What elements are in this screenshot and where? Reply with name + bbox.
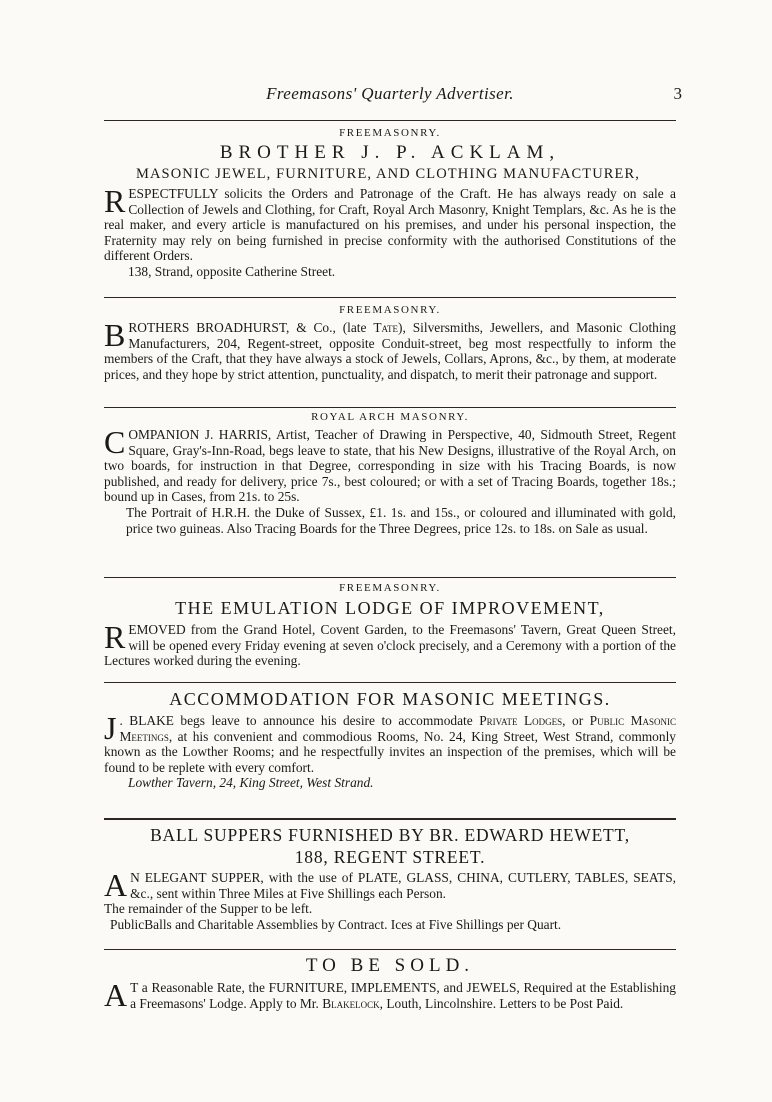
- page-number: 3: [673, 84, 682, 103]
- advert-headline: BALL SUPPERS FURNISHED BY BR. EDWARD HEWETT,: [150, 825, 630, 845]
- advertiser-trade: MASONIC JEWEL, FURNITURE, AND CLOTHING MANUFACTURER,: [135, 166, 641, 182]
- advert-body: A T a Reasonable Rate, the FURNITURE, IMPLEMENTS, and JEWELS, Required at the Establishing a Freemasons' Lodge. Apply to Mr. Blakelock, Louth, Lincolnshire. Letters to be Post Paid.: [104, 977, 676, 1013]
- drop-cap: J: [104, 710, 117, 746]
- advertiser-name: BROTHER J. P. ACKLAM,: [219, 142, 561, 163]
- advert-acklam: [104, 126, 676, 280]
- rule: [104, 407, 676, 408]
- rule: [104, 120, 676, 121]
- advert-body: REMOVED from the Grand Hotel, Covent Garden, to the Freemasons' Tavern, Great Queen Street, will be opened every Friday evening at seven o'clock precisely, and a Ceremony with a portion of the Lectures worked during the evening.: [104, 619, 676, 669]
- advert-emulation-lodge: [104, 581, 676, 669]
- advert-address: Lowther Tavern, 24, King Street, West Strand.: [128, 775, 374, 791]
- rule: [104, 682, 676, 683]
- section-kicker: ROYAL ARCH MASONRY.: [311, 411, 469, 423]
- drop-cap: C: [104, 424, 126, 460]
- advert-line: PublicBalls and Charitable Assemblies by Contract. Ices at Five Shillings per Quart.: [110, 916, 562, 932]
- advert-address: 138, Strand, opposite Catherine Street.: [128, 263, 336, 279]
- drop-cap: R: [104, 619, 126, 655]
- drop-cap: B: [104, 317, 126, 353]
- advert-headline: TO BE SOLD.: [305, 955, 475, 976]
- drop-cap: R: [104, 183, 126, 219]
- advert-harris: [104, 410, 676, 536]
- advert-body: RESPECTFULLY solicits the Orders and Patronage of the Craft. He has always ready on sale a Collection of Jewels and Clothing, for Craft, Royal Arch Masonry, Knight Templars, &c. As he is the real maker, and every article is manufactured on his premises, and under his personal inspection, the Fraternity may rely on being furnished in precise conformity with the authorised Constitutions of the different Orders.: [104, 183, 676, 264]
- section-kicker: FREEMASONRY.: [339, 582, 441, 594]
- running-head: [104, 84, 682, 108]
- advert-body: A N ELEGANT SUPPER, with the use of PLATE, GLASS, CHINA, CUTLERY, TABLES, SEATS, &c., sent within Three Miles at Five Shillings each Person.: [104, 867, 676, 903]
- advert-blake: [104, 687, 676, 791]
- advert-to-be-sold: [104, 954, 676, 1011]
- section-kicker: FREEMASONRY.: [339, 304, 441, 316]
- drop-cap: A: [104, 977, 128, 1013]
- rule: [104, 949, 676, 950]
- rule: [104, 297, 676, 298]
- advert-headline: ACCOMMODATION FOR MASONIC MEETINGS.: [169, 689, 611, 709]
- advert-body-portrait: The Portrait of H.R.H. the Duke of Sussex, £1. 1s. and 15s., or coloured and illuminated with gold, price two guineas. Also Tracing Boards for the Three Degrees, price 12s. to 18s. on Sale as usual.: [126, 504, 676, 536]
- rule: [104, 577, 676, 578]
- rule: [104, 818, 676, 820]
- advert-hewett: [104, 824, 676, 932]
- advert-body: COMPANION J. HARRIS, Artist, Teacher of Drawing in Perspective, 40, Sidmouth Street, Regent Square, Gray's-Inn-Road, begs leave to state, that his New Designs, illustrative of the Royal Arch, on two boards, for instruction in that Degree, corresponding in size with his Tracing Boards, is now published, and ready for delivery, price 7s., best coloured; or with a set of Tracing Boards, together 18s.; bound up in Cases, from 21s. to 25s.: [104, 424, 676, 505]
- advert-headline-address: 188, REGENT STREET.: [294, 847, 486, 867]
- advert-headline: THE EMULATION LODGE OF IMPROVEMENT,: [175, 598, 605, 618]
- drop-cap: A: [104, 867, 128, 903]
- section-kicker: FREEMASONRY.: [339, 127, 441, 139]
- advert-body: BROTHERS BROADHURST, & Co., (late Tate), Silversmiths, Jewellers, and Masonic Clothing Manufacturers, 204, Regent-street, opposite Conduit-street, beg most respectfully to inform the members of the Craft, that they have always a stock of Jewels, Collars, Aprons, &c., by them, at moderate prices, and they hope by strict attention, punctuality, and dispatch, to merit their patronage and support.: [104, 317, 676, 382]
- advert-body: J . BLAKE begs leave to announce his desire to accommodate Private Lodges, or Public Masonic Meetings, at his convenient and commodious Rooms, No. 24, King Street, West Strand, commonly known as the Lowther Rooms; and he respectfully invites an inspection of the premises, which will be found to be replete with every comfort.: [104, 710, 676, 775]
- advert-line: The remainder of the Supper to be left.: [104, 901, 313, 917]
- advert-broadhurst: [104, 303, 676, 382]
- running-title: Freemasons' Quarterly Advertiser.: [266, 84, 514, 103]
